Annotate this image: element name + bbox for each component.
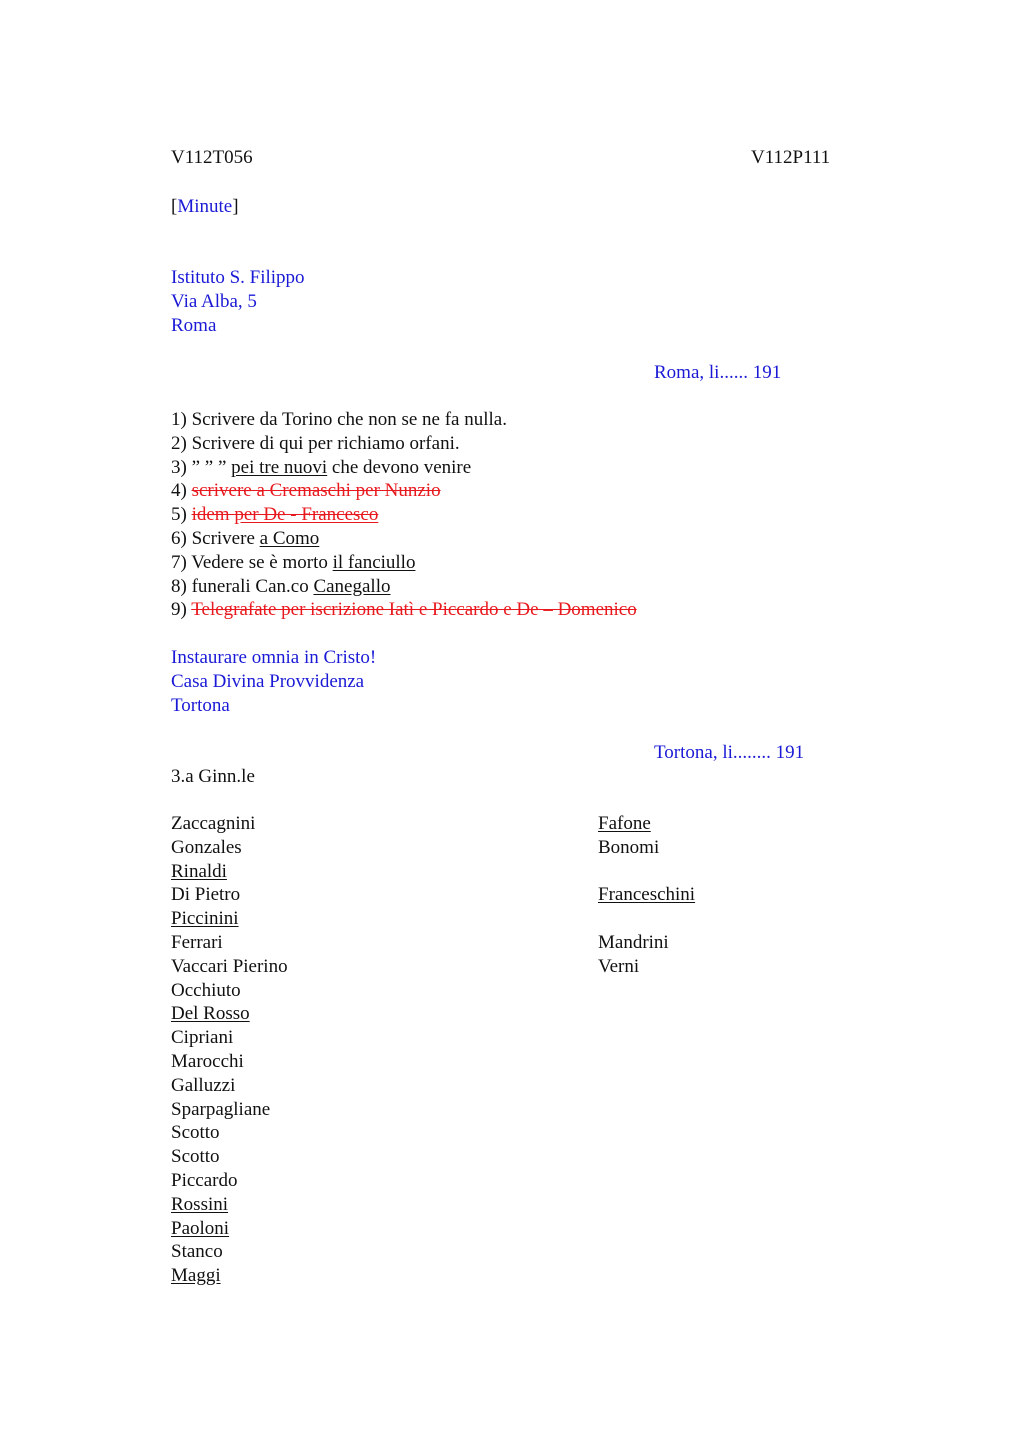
note-item (171, 551, 637, 575)
letterhead-line: Istituto S. Filippo (171, 267, 305, 288)
name-entry (171, 907, 288, 931)
name-entry (171, 1121, 288, 1145)
student-name: Scotto (171, 1122, 220, 1144)
name-entry (598, 955, 695, 979)
date-line-tortona: Tortona, li........ 191 (654, 742, 805, 763)
note-item (171, 503, 637, 527)
student-name: Mandrini (598, 931, 669, 953)
note-number: 5) (171, 504, 192, 526)
name-entry (171, 812, 288, 836)
student-name: Rinaldi (171, 860, 227, 882)
note-text: Scrivere da Torino che non se ne fa nulla. (191, 409, 507, 430)
bracket-open: [ (171, 196, 178, 217)
name-entry (598, 907, 695, 931)
document-code-right: V112P111 (751, 147, 831, 168)
name-entry (171, 1098, 288, 1122)
letterhead-roma (171, 266, 305, 337)
name-entry (171, 1240, 288, 1264)
note-text: Scrivere (191, 527, 260, 549)
student-name: Rossini (171, 1193, 229, 1215)
names-left-column (171, 812, 288, 1288)
note-item (171, 598, 637, 622)
name-entry (171, 883, 288, 907)
note-text: Telegrafate per iscrizione Iatì e Piccardo e De – Domenico (191, 599, 637, 621)
letterhead-line: Instaurare omnia in Cristo! (171, 647, 377, 668)
student-name: Ferrari (171, 931, 223, 953)
student-name: Maggi (171, 1265, 221, 1287)
name-entry (171, 979, 288, 1003)
name-entry (171, 1193, 288, 1217)
note-text: pei tre nuovi (231, 456, 328, 478)
minute-label (171, 195, 239, 219)
name-entry (171, 1026, 288, 1050)
note-text: idem (191, 504, 235, 526)
name-entry (171, 1217, 288, 1241)
student-name: Piccardo (171, 1169, 238, 1191)
note-number: 7) (171, 551, 192, 573)
student-name: Bonomi (598, 836, 660, 858)
note-number: 9) (171, 599, 192, 621)
note-text: per De - Francesco (234, 504, 379, 526)
name-entry (171, 955, 288, 979)
note-text: il fanciullo (332, 551, 416, 573)
student-name: Marocchi (171, 1050, 244, 1072)
date-line-roma: Roma, li...... 191 (654, 362, 782, 383)
note-number: 4) (171, 480, 192, 502)
letterhead-line: Via Alba, 5 (171, 290, 257, 312)
name-entry (171, 1074, 288, 1098)
student-name: Stanco (171, 1241, 223, 1263)
name-entry (171, 1145, 288, 1169)
name-entry (598, 883, 695, 907)
bracket-close: ] (232, 196, 239, 217)
name-entry (171, 1169, 288, 1193)
note-number: 6) (171, 527, 192, 549)
names-right-column (598, 812, 695, 979)
note-item (171, 408, 637, 432)
note-text: funerali Can.co (191, 575, 314, 597)
note-item (171, 527, 637, 551)
note-text: a Como (259, 527, 320, 549)
student-name: Vaccari Pierino (171, 955, 288, 977)
note-number: 8) (171, 575, 192, 597)
student-name: Sparpagliane (171, 1098, 271, 1120)
minute-tag: Minute (177, 196, 233, 217)
name-entry (598, 931, 695, 955)
student-name: Di Pietro (171, 884, 241, 906)
student-name: Galluzzi (171, 1074, 236, 1096)
note-number: 2) (171, 432, 192, 454)
student-name: Piccinini (171, 908, 239, 930)
note-text: scrivere a Cremaschi per Nunzio (191, 480, 441, 502)
student-name: Occhiuto (171, 979, 241, 1001)
notes-list (171, 408, 637, 622)
letterhead-line: Roma (171, 314, 217, 336)
class-title: 3.a Ginn.le (171, 766, 255, 787)
note-item (171, 456, 637, 480)
name-entry (171, 1264, 288, 1288)
student-name: Paoloni (171, 1217, 230, 1239)
document-code-left: V112T056 (171, 147, 253, 168)
name-entry (171, 860, 288, 884)
note-number: 3) (171, 456, 192, 478)
name-entry (171, 836, 288, 860)
note-text: Vedere se è morto (191, 551, 333, 573)
student-name: Zaccagnini (171, 813, 256, 834)
student-name: Franceschini (598, 884, 696, 906)
note-text: che devono venire (327, 456, 472, 478)
note-item (171, 575, 637, 599)
name-entry (171, 931, 288, 955)
name-entry (598, 812, 695, 836)
name-entry (171, 1002, 288, 1026)
student-name: Gonzales (171, 836, 242, 858)
note-number: 1) (171, 409, 192, 430)
name-entry (598, 836, 695, 860)
letterhead-line: Tortona (171, 694, 230, 716)
name-entry (598, 860, 695, 884)
letterhead-tortona (171, 646, 376, 717)
note-text: Scrivere di qui per richiamo orfani. (191, 432, 460, 454)
note-item (171, 432, 637, 456)
student-name: Del Rosso (171, 1003, 250, 1025)
note-item (171, 479, 637, 503)
letterhead-line: Casa Divina Provvidenza (171, 670, 365, 692)
note-text: ” ” ” (191, 456, 232, 478)
name-entry (171, 1050, 288, 1074)
student-name: Cipriani (171, 1027, 234, 1049)
student-name: Scotto (171, 1146, 220, 1168)
student-name: Verni (598, 955, 640, 977)
note-text: Canegallo (313, 575, 391, 597)
student-name: Fafone (598, 813, 651, 834)
